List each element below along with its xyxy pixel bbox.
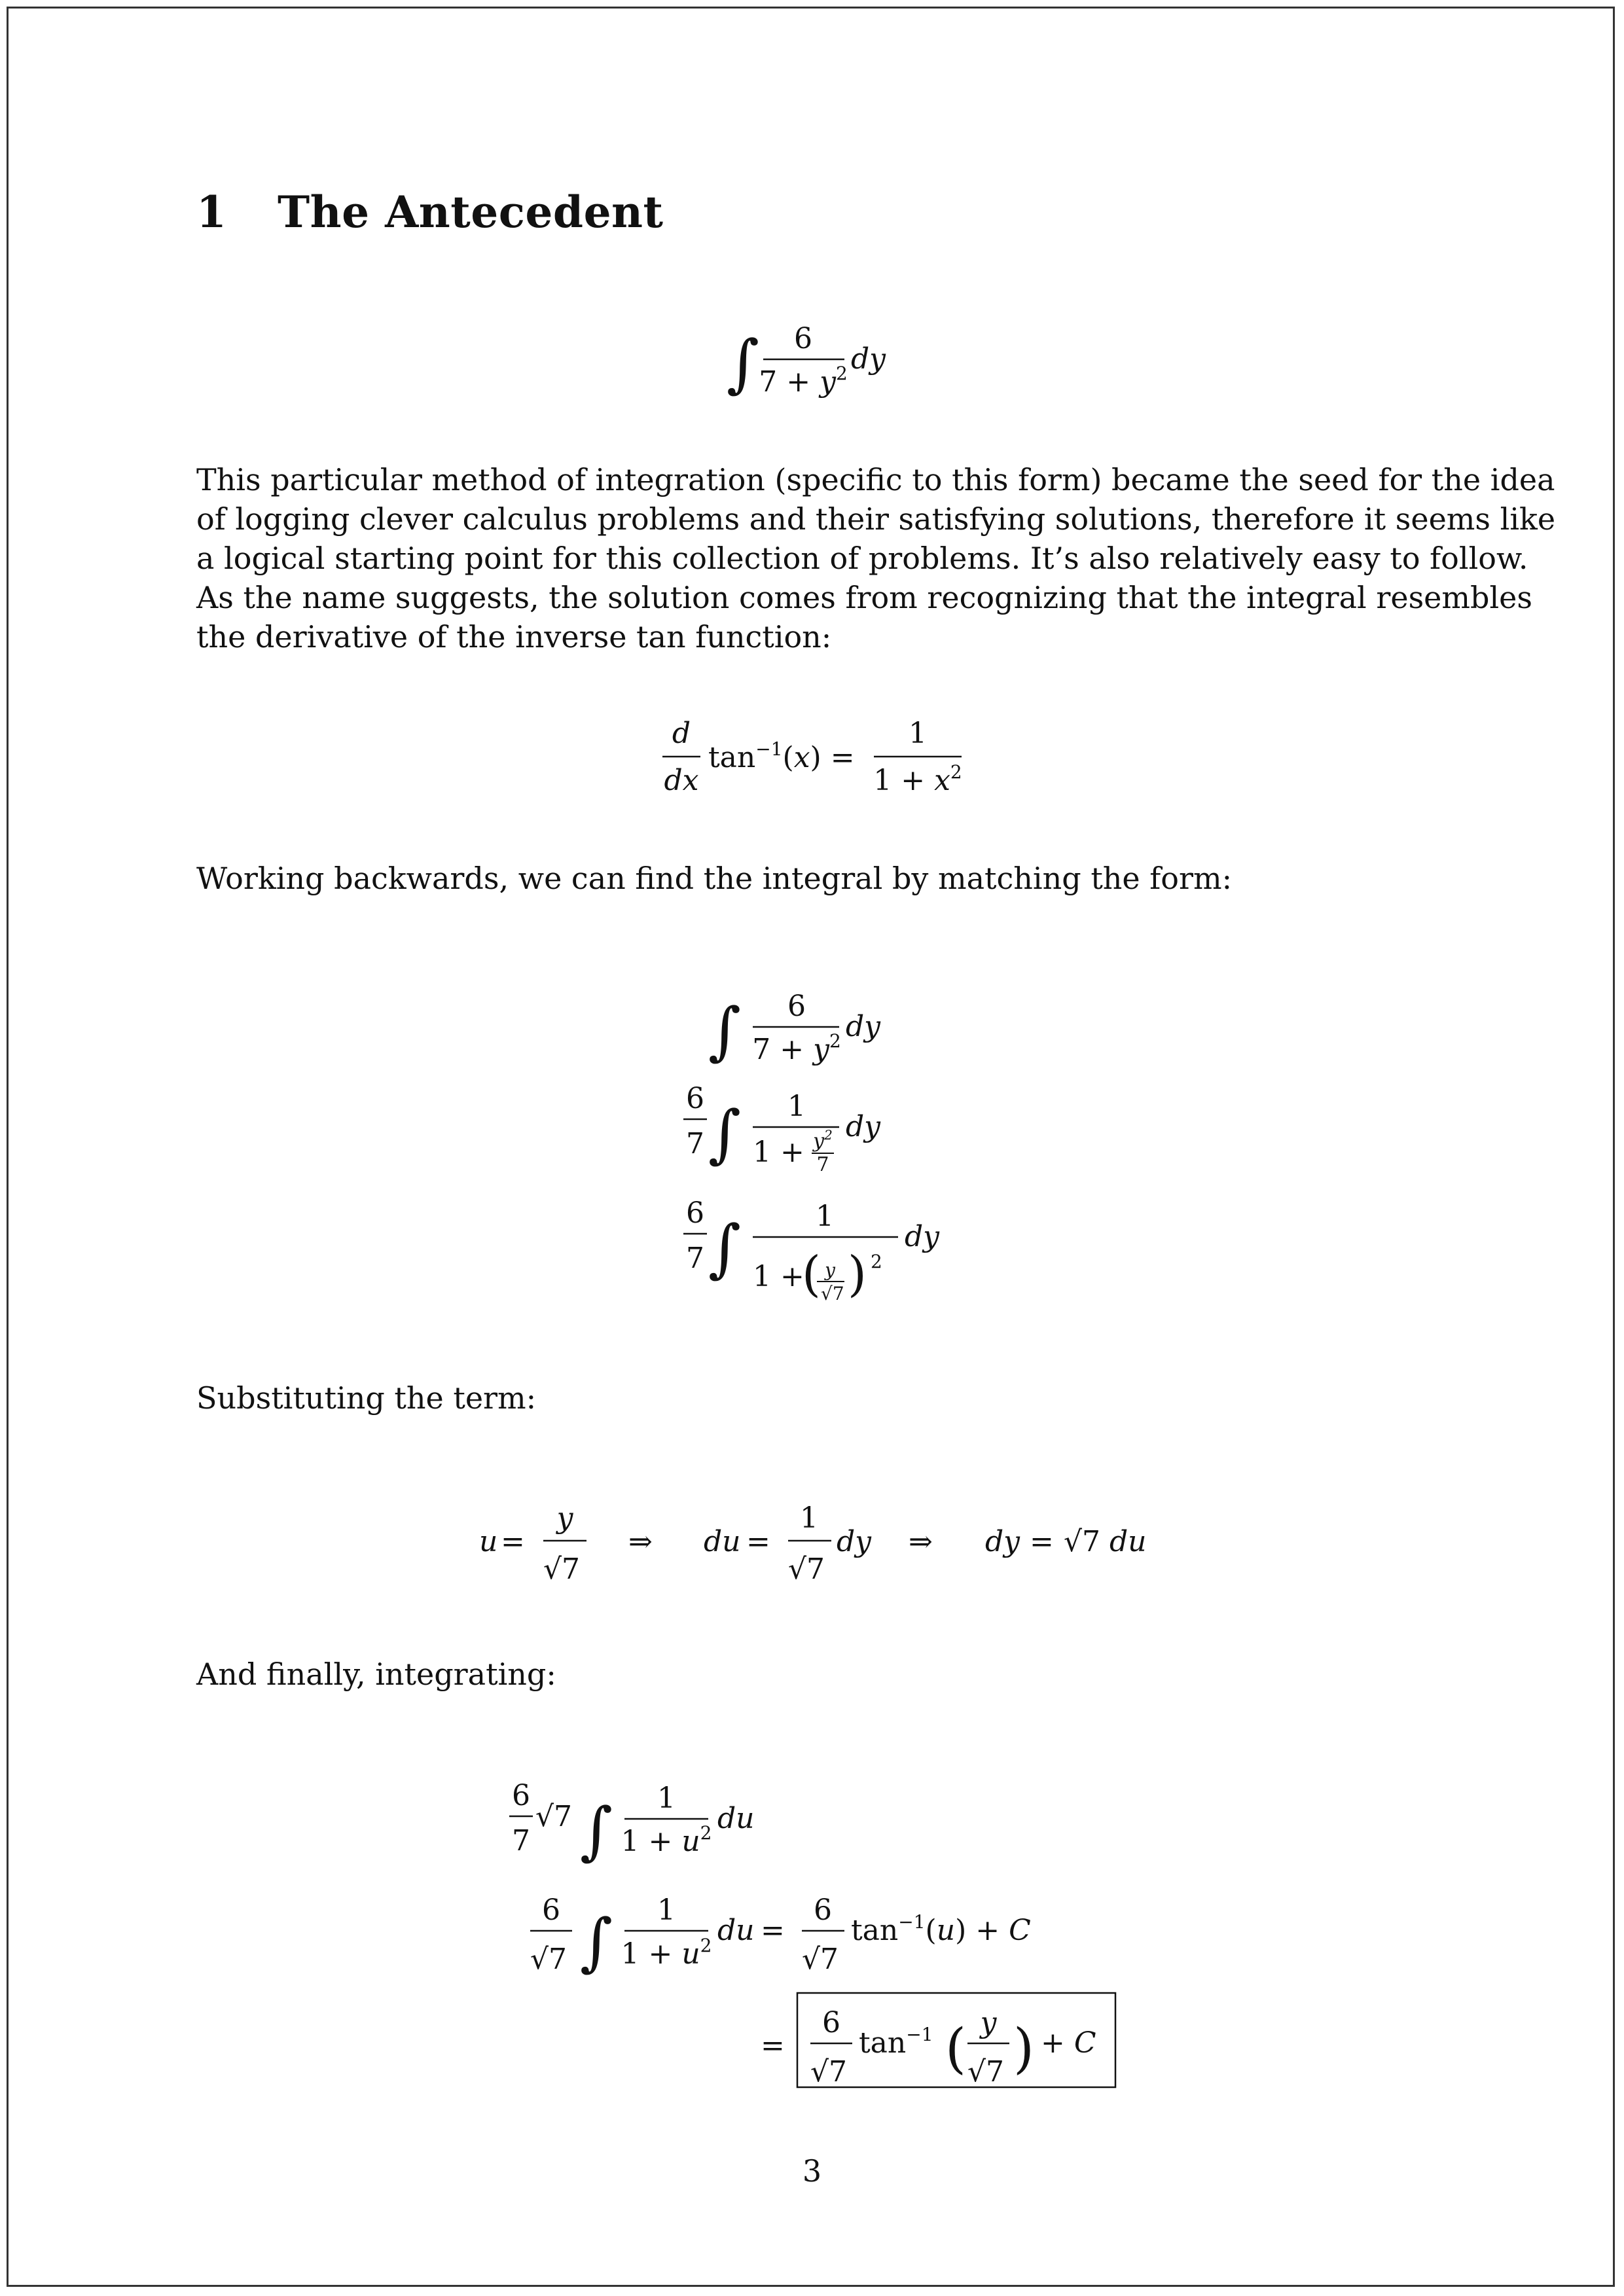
svg-text:=: = [746,1525,770,1558]
svg-text:√7: √7 [535,1800,573,1833]
svg-text:√7: √7 [530,1943,568,1976]
svg-text:du: du [704,1525,741,1558]
differential-dy: dy [851,342,886,376]
svg-text:1 +: 1 + [753,1136,804,1169]
svg-text:6: 6 [787,990,806,1023]
paragraph-line: the derivative of the inverse tan function: [196,619,832,655]
intro-paragraph [196,460,1556,656]
svg-text:du: du [717,1802,755,1835]
svg-text:6: 6 [814,1893,832,1927]
svg-text:d: d [672,717,691,750]
fraction-denominator: $7 + y^2$ [759,363,848,399]
equation-final [497,1767,1152,2094]
svg-text:7: 7 [686,1127,704,1160]
text-substituting: Substituting the term: [196,1380,537,1416]
equation-integral [720,308,916,412]
svg-text:=: = [761,1914,785,1947]
svg-text:1 + u2: $1 + u^2$ [621,1935,712,1971]
svg-text:(: ( [802,1246,821,1302]
svg-text:tan−1(u) + C: $\tan^{-1}(u) + C$ [851,1911,1031,1947]
svg-text:y: y [980,2006,997,2039]
svg-text:√7: √7 [788,1552,825,1586]
svg-text:du: du [717,1914,755,1947]
svg-text:+ C: + C [1041,2026,1096,2060]
svg-text:1: 1 [657,1782,676,1815]
text-working-backwards: Working backwards, we can find the integral by matching the form: [196,861,1233,896]
svg-text:√7: √7 [810,2055,848,2089]
svg-text:7: 7 [816,1153,829,1176]
svg-text:√7: √7 [543,1552,581,1586]
svg-text:∫: ∫ [708,1211,742,1285]
svg-text:y: y [556,1501,573,1535]
arctan-function: $\tan^{-1}(x)$ = [708,738,855,774]
svg-text:6: 6 [686,1196,704,1230]
svg-text:(: ( [945,2018,966,2080]
svg-text:6: 6 [542,1893,560,1927]
svg-text:∫: ∫ [580,1794,613,1867]
svg-text:y2: $y^2$ [813,1127,833,1153]
svg-text:6: 6 [822,2006,840,2039]
svg-text:1 +: 1 + [753,1260,804,1293]
svg-text:√7: √7 [1064,1525,1101,1558]
svg-text:y: y [825,1259,835,1281]
svg-text:7: 7 [512,1824,530,1857]
svg-text:du: du [1110,1525,1147,1558]
svg-text:√7: √7 [821,1283,844,1304]
svg-text:1: 1 [657,1893,676,1927]
svg-text:∫: ∫ [580,1905,613,1979]
svg-text:7: 7 [686,1242,704,1275]
section-number: 1 [196,187,227,238]
paragraph-line: of logging clever calculus problems and their satisfying solutions, therefore it seems like [196,501,1556,537]
svg-text:1: 1 [909,717,927,750]
svg-text:dy: dy [905,1220,940,1253]
equation-matching-form [668,975,995,1329]
svg-text:=: = [761,2029,785,2062]
paragraph-line: This particular method of integration (specific to this form) became the seed for the idea [196,462,1555,497]
svg-text:): ) [848,1246,867,1302]
svg-text:dy: dy [985,1525,1020,1558]
paragraph-line: a logical starting point for this collection of problems. It’s also relatively easy to follow. [196,541,1528,576]
section-heading [196,187,664,238]
svg-text:dy: dy [846,1010,881,1043]
integral-sign: ∫ [727,327,760,400]
svg-text:dy: dy [846,1110,881,1143]
svg-text:tan−1: $\tan^{-1}$ [859,2024,933,2060]
equation-substitution [471,1499,1191,1597]
svg-text:6: 6 [512,1779,530,1812]
svg-text:=: = [1030,1525,1054,1558]
svg-text:1: 1 [787,1090,806,1123]
svg-text:1: 1 [800,1501,818,1535]
svg-text:1 + x2: $1 + x^2$ [873,761,962,797]
page-number: 3 [802,2153,822,2189]
svg-text:⇒: ⇒ [628,1525,653,1558]
section-title: The Antecedent [278,187,664,238]
text-finally: And finally, integrating: [196,1657,556,1692]
svg-text:⇒: ⇒ [909,1525,933,1558]
svg-text:√7: √7 [967,2055,1005,2089]
fraction-numerator: 6 [794,322,812,355]
svg-text:dy: dy [837,1525,872,1558]
equation-derivative [655,710,982,808]
svg-text:): ) [1013,2018,1034,2080]
svg-text:∫: ∫ [708,1097,742,1170]
svg-text:1 + u2: $1 + u^2$ [621,1822,712,1858]
svg-text:1: 1 [816,1200,834,1233]
paragraph-line: As the name suggests, the solution comes from recognizing that the integral resembles [196,580,1533,615]
svg-text:u: u [479,1525,498,1558]
svg-text:dx: dx [664,764,699,797]
svg-text:7 + y2: $7 + y^2$ [752,1030,841,1066]
svg-text:∫: ∫ [708,994,742,1067]
svg-text:6: 6 [686,1082,704,1115]
svg-text:2: 2 [871,1251,882,1272]
svg-text:√7: √7 [802,1943,839,1976]
svg-text:=: = [501,1525,525,1558]
